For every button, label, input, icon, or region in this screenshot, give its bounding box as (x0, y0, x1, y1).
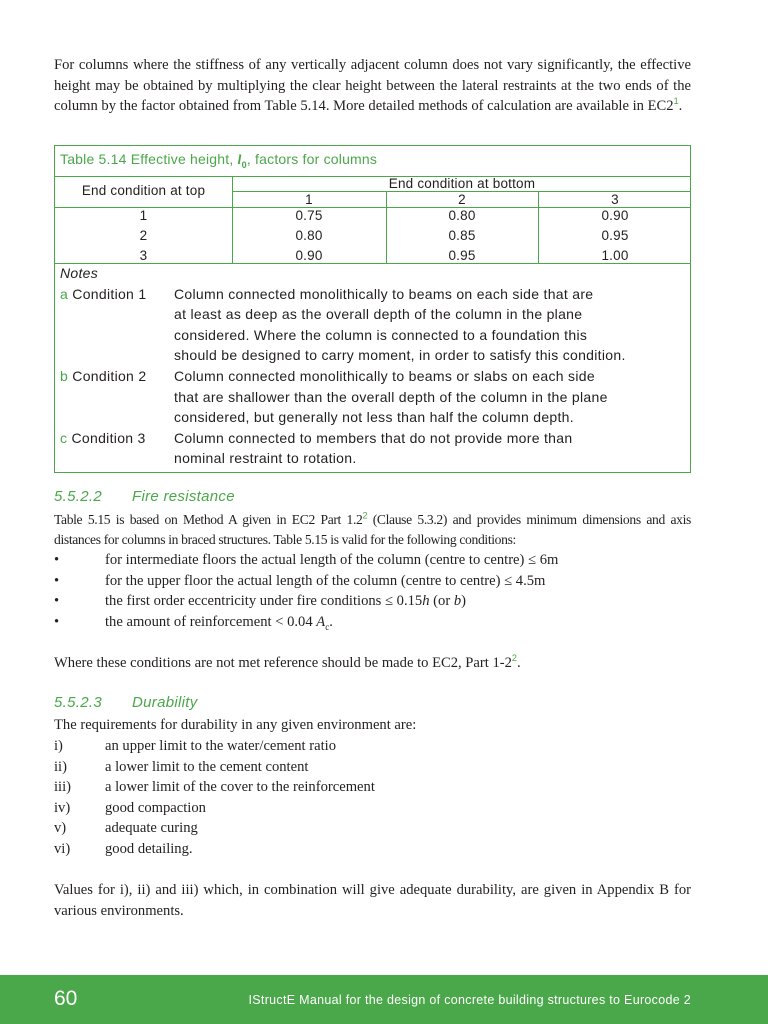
header-end-condition-bottom: End condition at bottom (388, 176, 536, 191)
bottom-condition-1: 1 (305, 192, 313, 207)
notes-heading: Notes (60, 265, 99, 281)
durability-intro: The requirements for durability in any given environment are: (54, 717, 417, 733)
top-condition: 1 (139, 208, 148, 223)
note-condition-3: c Condition 3 Column connected to members that do not provide more than nominal restraint to rotation. (60, 429, 573, 467)
heading-fire-resistance: 5.5.2.2 Fire resistance (54, 488, 235, 505)
table-notes (60, 263, 688, 469)
reference-1[interactable]: 1 (673, 96, 679, 107)
where-paragraph: Where these conditions are not met reference should be made to EC2, Part $1-2^2$. (54, 653, 521, 671)
bottom-condition-3: 3 (611, 192, 619, 207)
table-cell: 0.95 (448, 248, 476, 263)
publication-title: IStructE Manual for the design of concrete building structures to Eurocode 2 (248, 993, 691, 1007)
list-item: • for the upper floor the actual length of the column (centre to centre) ≤ 4.5m (54, 572, 546, 589)
reference-2-repeat[interactable]: 2 (511, 653, 517, 664)
header-end-condition-top: End condition at top (81, 183, 206, 198)
page-number: 60 (54, 987, 78, 1010)
top-condition: 2 (139, 228, 148, 243)
durability-closing: Values for i), ii) and iii) which, in combination will give adequate durability, are given in Appendix B for various environments. (54, 882, 691, 919)
page-footer (0, 975, 768, 1024)
heading-durability: 5.5.2.3 Durability (54, 694, 198, 711)
table-cell: 0.80 (448, 208, 476, 223)
fire-conditions-list (54, 550, 691, 632)
durability-list (54, 736, 691, 860)
list-item: ii) a lower limit to the cement content (54, 758, 309, 775)
top-condition: 3 (139, 248, 148, 263)
table-cell: 0.80 (295, 228, 323, 243)
table-effective-height (54, 145, 691, 473)
note-condition-1: a Condition 1 Column connected monolithically to beams on each side that are at least as deep as the overall depth of the column in the plane considered. Where the column is connected to a foundation this should be designed to carry moment, in order to satisfy this condition. (60, 285, 626, 364)
reference-2[interactable]: 2 (362, 510, 368, 521)
table-cell: 0.95 (601, 228, 629, 243)
note-condition-2: b Condition 2 Column connected monolithically to beams or slabs on each side that are shallower than the overall depth of the column in the plane considered, but generally not less than half the column depth. (60, 367, 608, 426)
list-item: iv) good compaction (54, 799, 206, 816)
bottom-condition-2: 2 (458, 192, 466, 207)
fire-paragraph: Table 5.15 is based on Method A given in EC2 Part $1.2^2$ (Clause 5.3.2) and provides minimum dimensions and axis distances for columns in braced structures. Table 5.15 is valid for the following conditions: (54, 510, 691, 547)
list-item: • the first order eccentricity under fire conditions ≤ 0.15h (or b) (54, 593, 467, 610)
table-cell: 0.75 (295, 208, 323, 223)
list-item: i) an upper limit to the water/cement ratio (54, 738, 336, 754)
table-cell: 1.00 (601, 248, 629, 263)
table-cell: 0.85 (448, 228, 476, 243)
list-item: • for intermediate floors the actual length of the column (centre to centre) ≤ 6m (54, 552, 559, 568)
table-cell: 0.90 (601, 208, 629, 223)
table-cell: 0.90 (295, 248, 323, 263)
list-item: • the amount of reinforcement < 0.04 $A_c$. (54, 613, 333, 632)
list-item: iii) a lower limit of the cover to the reinforcement (54, 779, 375, 796)
list-item: v) adequate curing (54, 820, 198, 837)
table-title: Table 5.14 Effective height, $l_0$, factors for columns (60, 151, 378, 170)
intro-paragraph: For columns where the stiffness of any vertically adjacent column does not vary significantly, the effective height may be obtained by multiplying the clear height between the lateral restraints at the two ends of the column by the factor obtained from Table 5.14. More detailed methods of calculation are available in $EC2^1$. (54, 57, 691, 115)
list-item: vi) good detailing. (54, 840, 193, 857)
